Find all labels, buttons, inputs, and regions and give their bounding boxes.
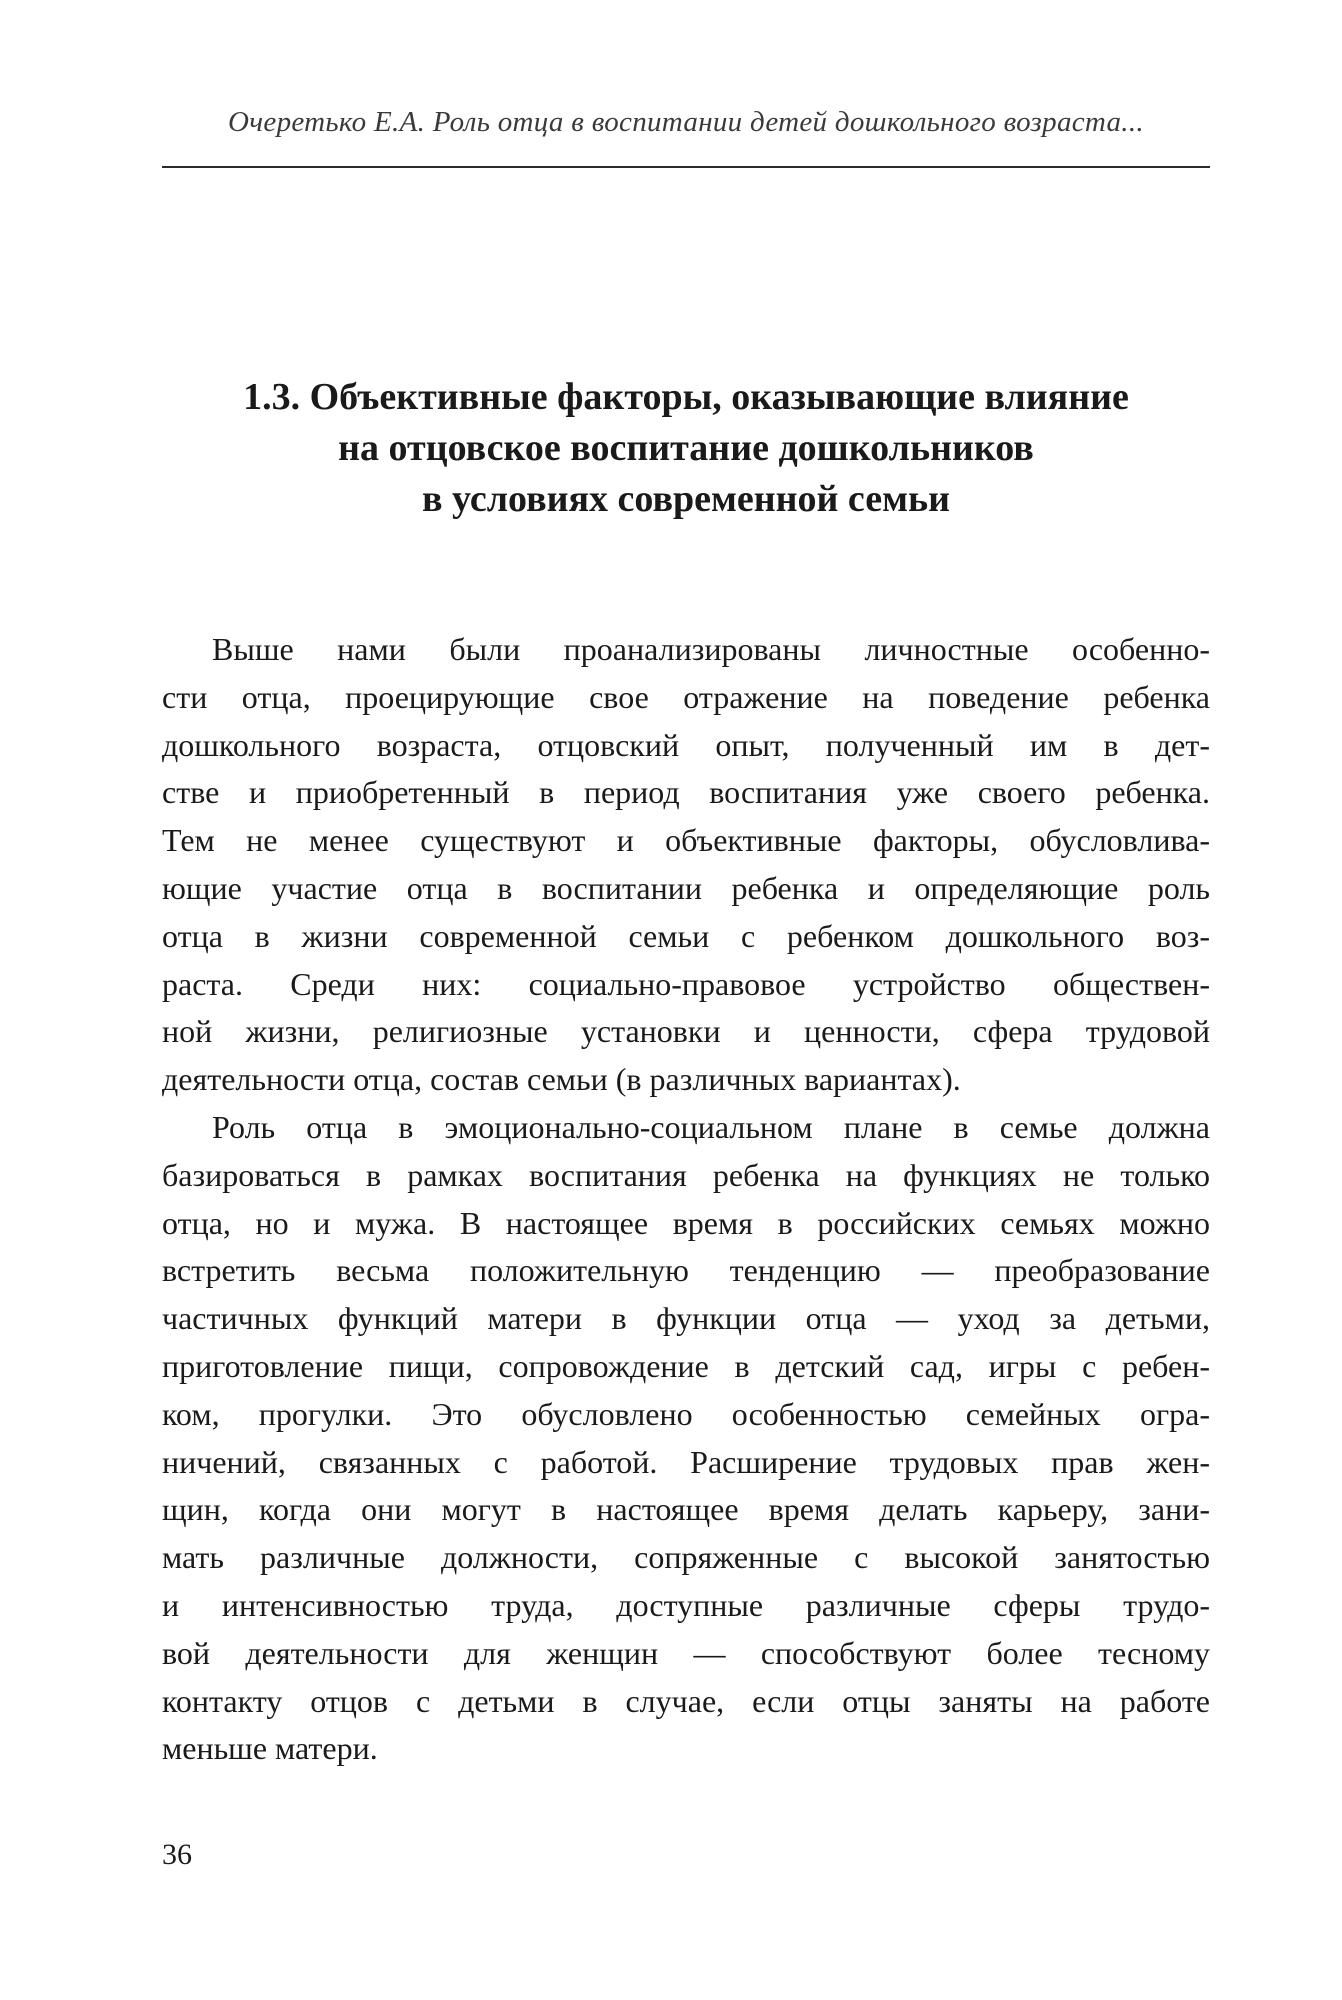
text-line: раста. Среди них: социально-правовое устройство обществен- xyxy=(162,965,1210,1002)
text-line: встретить весьма положительную тенденцию — преобразование xyxy=(162,1252,1210,1289)
text-line: ком, прогулки. Это обусловлено особенностью семейных огра- xyxy=(162,1395,1210,1432)
text-line: отца в жизни современной семьи с ребенком дошкольного воз- xyxy=(162,917,1210,954)
text-line: частичных функций матери в функции отца — уход за детьми, xyxy=(162,1300,1210,1337)
text-line: ющие участие отца в воспитании ребенка и определяющие роль xyxy=(162,869,1210,906)
text-line: меньше матери. xyxy=(162,1730,378,1767)
text-line: сти отца, проецирующие свое отражение на поведение ребенка xyxy=(162,678,1210,715)
text-line: щин, когда они могут в настоящее время делать карьеру, зани- xyxy=(162,1491,1210,1528)
text-line: приготовление пищи, сопровождение в детский сад, игры с ребен- xyxy=(162,1347,1210,1384)
section-title xyxy=(162,372,1210,525)
text-line: Роль отца в эмоционально-социальном плане в семье должна xyxy=(212,1108,1210,1145)
section-title-line: в условиях современной семьи xyxy=(421,478,950,520)
text-line: базироваться в рамках воспитания ребенка на функциях не только xyxy=(162,1156,1210,1193)
running-header: Очеретько Е.А. Роль отца в воспитании детей дошкольного возраста... xyxy=(228,106,1144,138)
body-text xyxy=(162,626,1210,1773)
text-line: Тем не менее существуют и объективные факторы, обусловлива- xyxy=(162,822,1210,859)
text-line: ной жизни, религиозные установки и ценности, сфера трудовой xyxy=(162,1013,1210,1050)
section-title-line: на отцовское воспитание дошкольников xyxy=(338,427,1034,469)
text-line: стве и приобретенный в период воспитания уже своего ребенка. xyxy=(162,774,1210,811)
text-line: контакту отцов с детьми в случае, если отцы заняты на работе xyxy=(162,1682,1210,1719)
text-line: дошкольного возраста, отцовский опыт, полученный им в дет- xyxy=(162,726,1210,763)
page-number: 36 xyxy=(162,1838,192,1871)
text-line: деятельности отца, состав семьи (в различных вариантах). xyxy=(162,1061,961,1098)
section-title-line: 1.3. Объективные факторы, оказывающие влияние xyxy=(243,376,1129,418)
text-line: мать различные должности, сопряженные с высокой занятостью xyxy=(162,1539,1210,1576)
paragraph-1 xyxy=(162,626,1210,1104)
paragraph-2 xyxy=(162,1104,1210,1773)
text-line: отца, но и мужа. В настоящее время в российских семьях можно xyxy=(162,1204,1210,1241)
text-line: ничений, связанных с работой. Расширение трудовых прав жен- xyxy=(162,1443,1210,1480)
header-divider xyxy=(162,166,1210,168)
text-line: и интенсивностью труда, доступные различные сферы трудо- xyxy=(162,1586,1210,1623)
text-line: вой деятельности для женщин — способствуют более тесному xyxy=(162,1634,1210,1671)
text-line: Выше нами были проанализированы личностные особенно- xyxy=(212,631,1210,667)
